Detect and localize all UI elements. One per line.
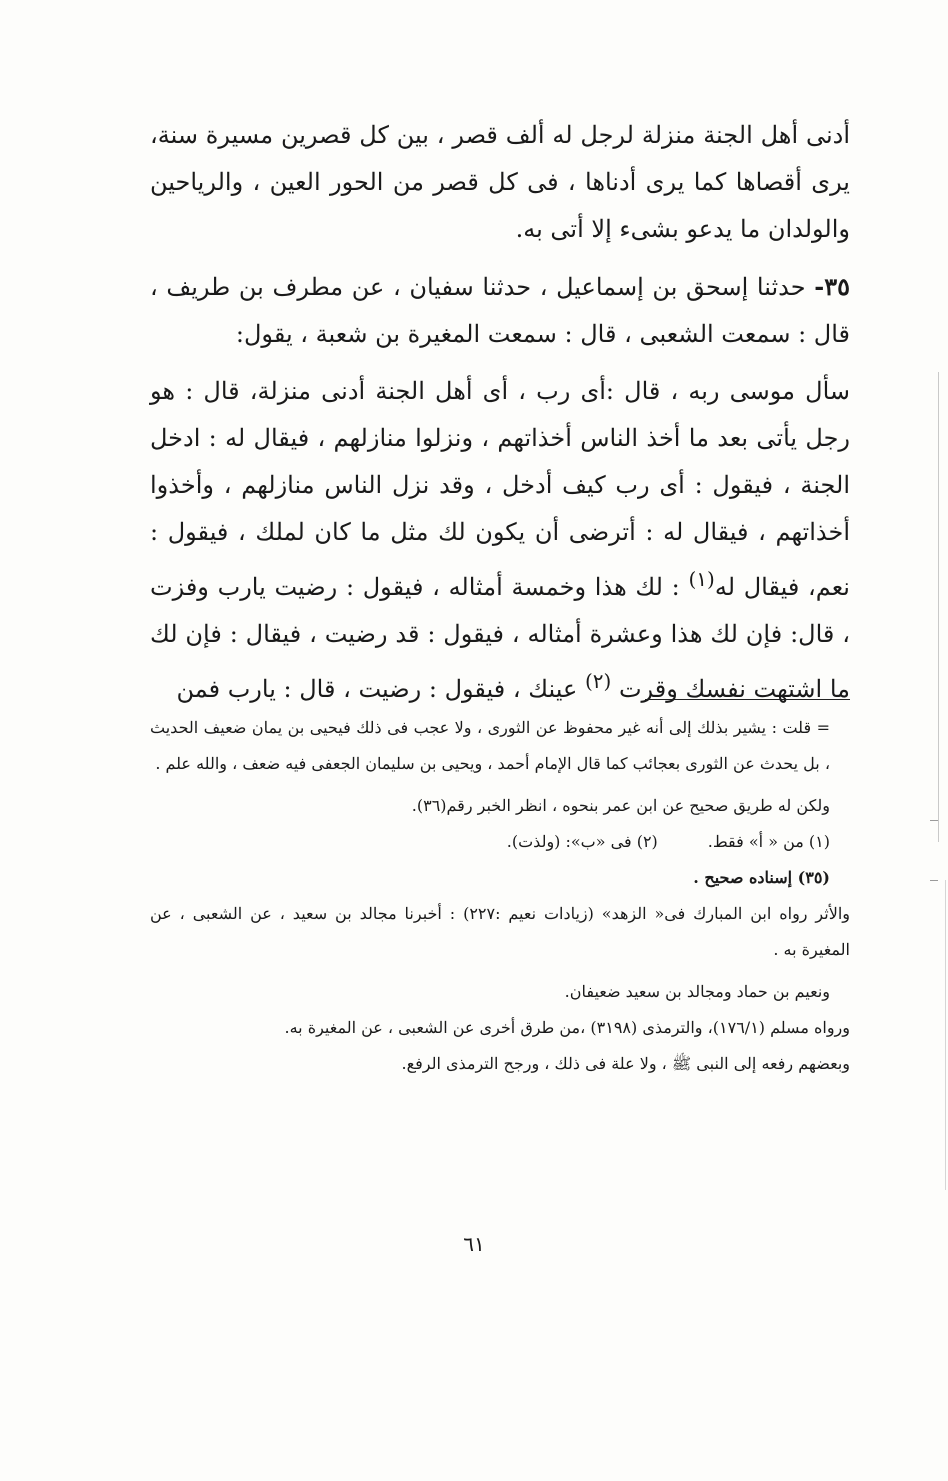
footnote-ref-2: (٢)	[584, 669, 612, 693]
note-muslim: ورواه مسلم (١٧٦/١)، والترمذى (٣١٩٨) ،من طرق أخرى عن الشعبى ، عن المغيرة به.	[284, 1018, 850, 1037]
footnote-2: (٢) فى «ب»: (ولذت).	[506, 832, 658, 851]
scan-edge-line	[945, 880, 946, 1190]
main-text	[150, 112, 850, 713]
note-grade: (٣٥) إسناده صحيح .	[693, 868, 830, 887]
note-weak: ونعيم بن حماد ومجالد بن سعيد ضعيفان.	[564, 982, 830, 1001]
footnote-separator	[645, 699, 850, 700]
note-marfu: وبعضهم رفعه إلى النبى ﷺ ، ولا علة فى ذلك ، ورجح الترمذى الرفع.	[401, 1054, 850, 1073]
scan-edge-line	[938, 372, 939, 842]
footnote-1: (١) من « أ» فقط.	[707, 832, 830, 851]
footnote-row	[150, 824, 850, 860]
scan-edge-mark	[930, 880, 938, 881]
footnote-ref-1: (١)	[688, 567, 715, 591]
note-alt-route: ولكن له طريق صحيح عن ابن عمر بنحوه ، انظر الخبر رقم(٣٦).	[411, 796, 830, 815]
isnad-text: حدثنا إسحق بن إسماعيل ، حدثنا سفيان ، عن مطرف بن طريف ، قال : سمعت الشعبى ، قال : سمعت المغيرة بن شعبة ، يقول:	[150, 273, 850, 348]
paragraph-1: أدنى أهل الجنة منزلة لرجل له ألف قصر ، بين كل قصرين مسيرة سنة، يرى أقصاها كما يرى أدناها ، فى كل قصر من الحور العين ، والرياحين والولدان ما يدعو بشىء إلا أتى به.	[150, 121, 850, 243]
scan-edge-mark	[930, 820, 938, 821]
matn-text-c: عينك ، فيقول : رضيت ، قال : يارب فمن	[176, 675, 585, 703]
hadith-number: ٣٥-	[814, 272, 850, 301]
paragraph-3	[150, 368, 850, 713]
footnotes	[150, 710, 850, 1082]
matn-text-a: سأل موسى ربه ، قال :أى رب ، أى أهل الجنة أدنى منزلة، قال : هو رجل يأتى بعد ما أخذ الناس أخذاتهم ، ونزلوا منازلهم ، فيقال له : ادخل الجنة ، فيقول : أى رب كيف أدخل ، وقد نزل الناس منازلهم ، وأخذوا أخذاتهم ، فيقال له : أترضى أن يكون لك مثل ما كان لملك ، فيقول : نعم، فيقال له	[150, 377, 850, 601]
note-source: والأثر رواه ابن المبارك فى« الزهد» (زيادات نعيم :٢٢٧) : أخبرنا مجالد بن سعيد ، عن الشعبى ، عن المغيرة به .	[150, 904, 851, 959]
paragraph-2	[150, 263, 850, 358]
note-continuation: = قلت : يشير بذلك إلى أنه غير محفوظ عن الثورى ، ولا عجب فى ذلك فيحيى بن يمان ضعيف الحديث ، بل يحدث عن الثورى بعجائب كما قال الإمام أحمد ، ويحيى بن سليمان الجعفى فيه ضعف ، والله علم .	[150, 718, 830, 773]
matn-text-b: : لك هذا وخمسة أمثاله ، فيقول : رضيت يارب وفزت ، قال: فإن لك هذا وعشرة أمثاله ، فيقول : قد رضيت ، فيقال : فإن لك ما اشتهت نفسك وقرت	[150, 573, 850, 703]
page-number: ٦١	[463, 1232, 485, 1256]
